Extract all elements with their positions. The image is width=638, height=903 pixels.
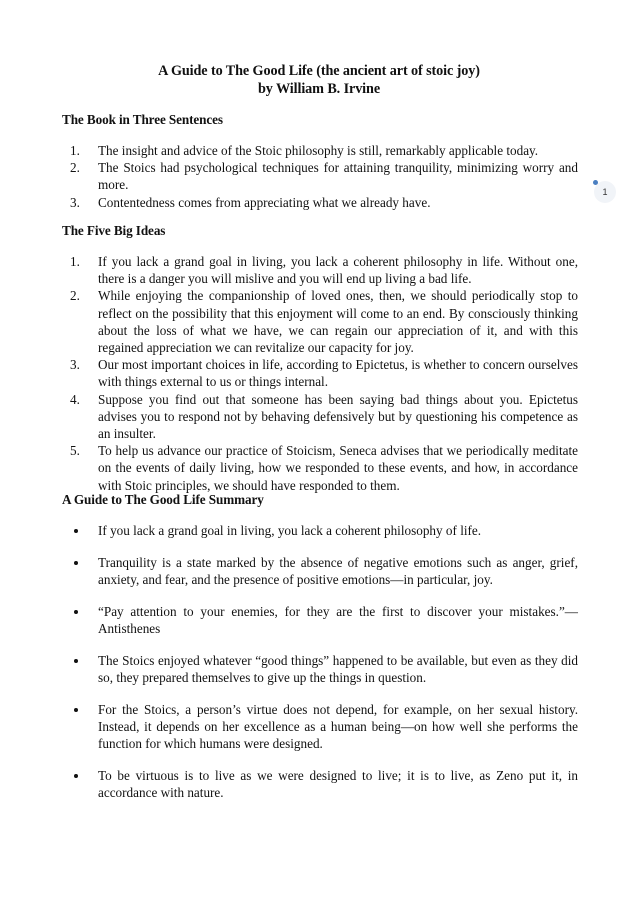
list-item-text: “Pay attention to your enemies, for they are the first to discover your mistakes.”—Antisthenes — [98, 603, 578, 636]
list-item — [62, 652, 578, 686]
bullet-icon — [74, 561, 78, 565]
section-heading-summary: A Guide to The Good Life Summary — [62, 492, 264, 507]
list-item-text: While enjoying the companionship of loved ones, then, we should periodically stop to reflect on the possibility that this enjoyment will come to an end. By consciously thinking about the loss of what we have, we can regain our appreciation of it, and with this regained appreciation we can revitalize our capacity for joy. — [98, 288, 578, 356]
list-item — [62, 701, 578, 753]
section-heading-five-ideas: The Five Big Ideas — [62, 223, 166, 238]
five-ideas-list — [62, 253, 578, 494]
list-item-number: 4. — [70, 391, 80, 407]
list-item — [62, 194, 578, 211]
list-item — [62, 159, 578, 193]
list-item — [62, 767, 578, 801]
list-item-text: Our most important choices in life, according to Epictetus, is whether to concern ourselves with things external to us or things internal. — [98, 357, 578, 390]
bullet-icon — [74, 659, 78, 663]
list-item — [62, 603, 578, 637]
bullet-icon — [74, 774, 78, 778]
section-heading-three-sentences: The Book in Three Sentences — [62, 112, 223, 127]
list-item — [62, 554, 578, 588]
list-item-text: The insight and advice of the Stoic philosophy is still, remarkably applicable today. — [98, 143, 539, 158]
list-item — [62, 356, 578, 390]
list-item-text: For the Stoics, a person’s virtue does not depend, for example, on her sexual history. Instead, it depends on her excellence as a human being—on how well she performs the function for which humans were designed. — [98, 701, 578, 752]
list-item-text: Contentedness comes from appreciating what we already have. — [98, 194, 431, 210]
page-number-badge: 1 — [594, 181, 616, 203]
list-item-number: 2. — [70, 160, 80, 176]
list-item-text: Tranquility is a state marked by the absence of negative emotions such as anger, grief, anxiety, and fear, and the presence of positive emotions—in particular, joy. — [98, 554, 578, 587]
summary-list — [62, 522, 578, 816]
list-item-text: If you lack a grand goal in living, you lack a coherent philosophy in life. Without one, there is a danger you will mislive and you will end up living a bad life. — [98, 254, 578, 287]
list-item — [62, 287, 578, 356]
list-item-text: Suppose you find out that someone has been saying bad things about you. Epictetus advises you to respond not by behaving defensively but by questioning his competence as an insulter. — [98, 391, 578, 442]
three-sentences-list — [62, 142, 578, 211]
bullet-icon — [74, 708, 78, 712]
bullet-icon — [74, 529, 78, 533]
document-title: A Guide to The Good Life (the ancient art of stoic joy) — [158, 63, 480, 79]
list-item-number: 1. — [70, 143, 80, 158]
list-item — [62, 253, 578, 287]
list-item-text: The Stoics had psychological techniques for attaining tranquility, minimizing worry and more. — [98, 160, 578, 193]
page-marker-dot-icon — [593, 180, 598, 185]
bullet-icon — [74, 610, 78, 614]
list-item-text: If you lack a grand goal in living, you lack a coherent philosophy of life. — [98, 523, 482, 538]
list-item-text: To be virtuous is to live as we were designed to live; it is to live, as Zeno put it, in accordance with nature. — [98, 768, 578, 801]
list-item-number: 1. — [70, 254, 80, 269]
list-item-number: 2. — [70, 288, 80, 304]
list-item — [62, 391, 578, 443]
list-item — [62, 142, 578, 159]
list-item-number: 5. — [70, 443, 80, 459]
list-item-text: The Stoics enjoyed whatever “good things” happened to be available, but even as they did so, they prepared themselves to give up the things in question. — [98, 652, 578, 685]
list-item — [62, 522, 578, 539]
document-author: by William B. Irvine — [257, 81, 381, 97]
list-item-text: To help us advance our practice of Stoicism, Seneca advises that we periodically meditate on the events of daily living, how we responded to these events, and how, in accordance with Stoic principles, we should have responded to them. — [98, 443, 578, 493]
list-item-number: 3. — [70, 194, 80, 210]
list-item-number: 3. — [70, 357, 80, 373]
list-item — [62, 442, 578, 494]
